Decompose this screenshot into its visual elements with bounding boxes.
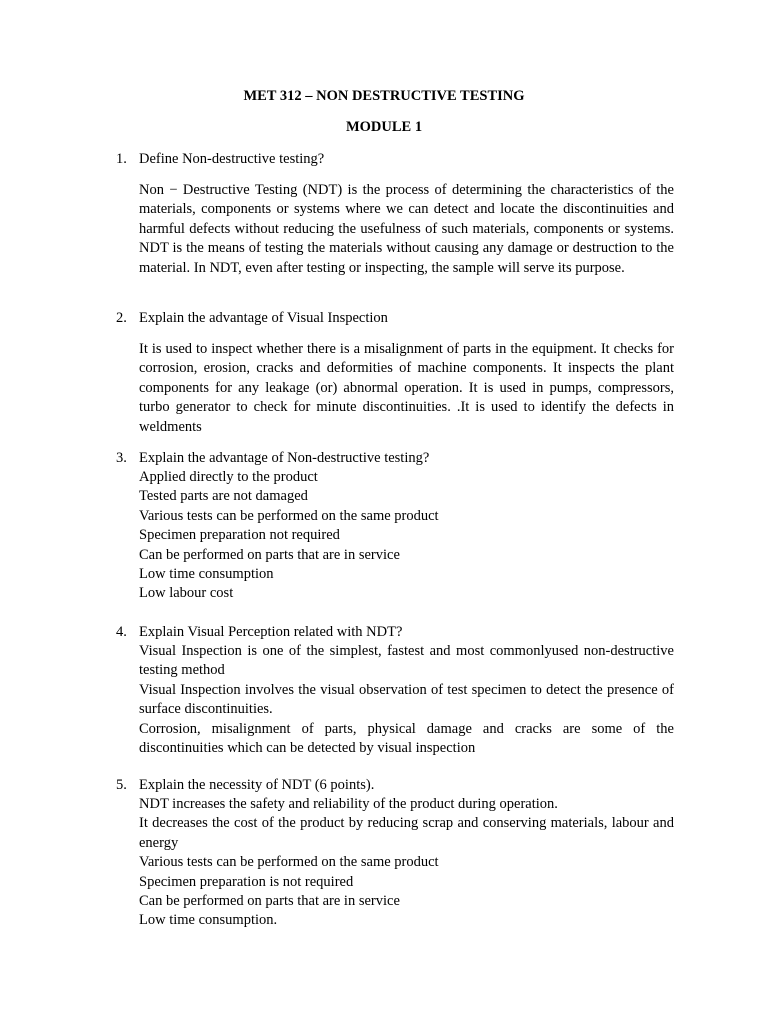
answer-4-list (139, 642, 674, 758)
list-item: Tested parts are not damaged (139, 488, 308, 505)
question-number: 3. (116, 450, 127, 466)
answer-5-list (139, 795, 674, 931)
question-text: Define Non-destructive testing? (139, 151, 325, 167)
question-text: Explain the advantage of Non-destructive testing? (139, 450, 430, 466)
list-item: Various tests can be performed on the same product (139, 854, 439, 871)
list-item: Can be performed on parts that are in service (139, 546, 400, 563)
list-item: Various tests can be performed on the same product (139, 507, 439, 524)
list-item: It decreases the cost of the product by reducing scrap and conserving materials, labour and energy (139, 815, 674, 851)
answer-3-list (139, 468, 674, 604)
question-number: 4. (116, 624, 127, 640)
list-item: Specimen preparation is not required (139, 873, 354, 890)
question-number: 2. (116, 310, 127, 326)
list-item: Corrosion, misalignment of parts, physical damage and cracks are some of the discontinuities which can be detected by visual inspection (139, 720, 674, 757)
list-item: Low labour cost (139, 585, 234, 602)
module-title: MODULE 1 (345, 119, 423, 135)
course-title: MET 312 – NON DESTRUCTIVE TESTING (243, 88, 525, 104)
list-item: Low time consumption (139, 566, 274, 583)
question-text: Explain the advantage of Visual Inspection (139, 310, 388, 326)
list-item: Can be performed on parts that are in service (139, 893, 400, 910)
question-number: 5. (116, 777, 127, 793)
list-item: Applied directly to the product (139, 469, 318, 485)
question-text: Explain Visual Perception related with NDT? (139, 624, 403, 640)
list-item: Low time consumption. (139, 912, 278, 929)
list-item: Visual Inspection is one of the simplest, fastest and most commonlyused non-destructive testing method (139, 643, 674, 679)
answer-1: Non − Destructive Testing (NDT) is the process of determining the characteristics of the materials, components or systems where we can detect and locate the discontinuities and harmful defects without reducing the usefulness of such materials, components or systems. NDT is the means of testing the materials without causing any damage or destruction to the material. In NDT, even after testing or inspecting, the sample will serve its purpose. (139, 182, 674, 276)
answer-2: It is used to inspect whether there is a misalignment of parts in the equipment. It checks for corrosion, erosion, cracks and deformities of machine components. It inspects the plant components for any leakage (or) abnormal operation. It is used in pumps, compressors, turbo generator to check for minute discontinuities. .It is used to identify the defects in weldments (139, 341, 674, 435)
list-item: Visual Inspection involves the visual observation of test specimen to detect the presence of surface discontinuities. (139, 681, 674, 718)
list-item: NDT increases the safety and reliability of the product during operation. (139, 796, 558, 812)
question-text: Explain the necessity of NDT (6 points). (139, 777, 375, 793)
list-item: Specimen preparation not required (139, 527, 340, 544)
question-number: 1. (116, 151, 127, 167)
